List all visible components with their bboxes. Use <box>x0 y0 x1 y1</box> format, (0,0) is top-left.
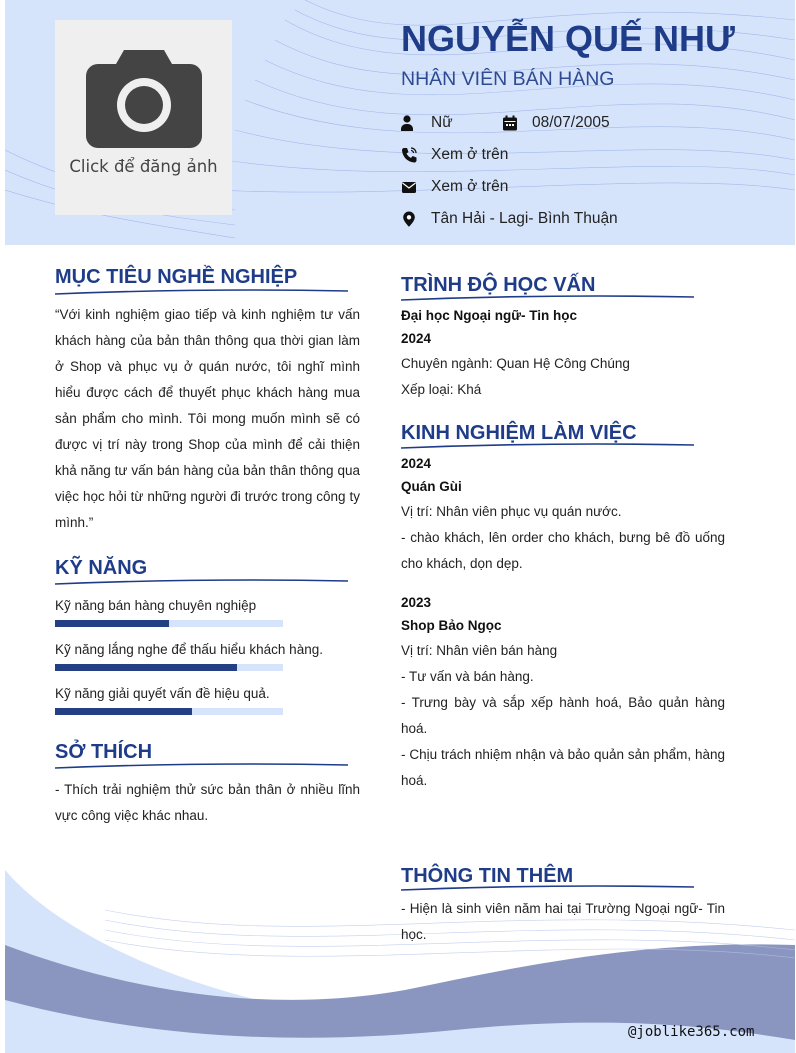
experience-underline <box>401 442 696 450</box>
extra-title: THÔNG TIN THÊM <box>401 865 574 887</box>
job-description: - Trưng bày và sắp xếp hành hoá, Bảo quản hàng hoá. <box>401 695 725 736</box>
birthday-row <box>502 112 610 134</box>
gender-value: Nữ <box>431 114 453 131</box>
job-description: - Chịu trách nhiệm nhận và bảo quản sản phẩm, hàng hoá. <box>401 747 725 788</box>
extra-underline <box>401 884 696 892</box>
envelope-icon <box>401 179 417 195</box>
birthday-value: 08/07/2005 <box>532 114 610 131</box>
camera-icon <box>86 48 202 155</box>
job-title: NHÂN VIÊN BÁN HÀNG <box>401 68 615 90</box>
skill-label: Kỹ năng lắng nghe để thấu hiểu khách hàng. <box>55 642 323 657</box>
watermark: @joblike365.com <box>628 1024 755 1040</box>
gender-row <box>401 112 453 134</box>
skill-label: Kỹ năng giải quyết vấn đề hiệu quả. <box>55 686 270 701</box>
education-rank: Xếp loại: Khá <box>401 382 482 397</box>
skill-label: Kỹ năng bán hàng chuyên nghiệp <box>55 598 257 613</box>
education-major: Chuyên ngành: Quan Hệ Công Chúng <box>401 356 630 371</box>
hobbies-title: SỞ THÍCH <box>55 741 153 763</box>
skill-bar-fill <box>55 620 169 627</box>
school-name: Đại học Ngoại ngữ- Tin học <box>401 308 578 323</box>
photo-upload[interactable] <box>55 20 232 215</box>
address-value: Tân Hải - Lagi- Bình Thuận <box>431 210 618 227</box>
job-position: Vị trí: Nhân viên phục vụ quán nước. <box>401 504 622 519</box>
calendar-icon <box>502 115 518 131</box>
job-year: 2023 <box>401 595 432 610</box>
address-row <box>401 208 618 230</box>
skill-bar <box>55 664 283 671</box>
location-pin-icon <box>401 211 417 227</box>
job-year: 2024 <box>401 456 432 471</box>
photo-caption: Click để đăng ảnh <box>69 157 218 176</box>
skill-bar <box>55 708 283 715</box>
job-description: - Tư vấn và bán hàng. <box>401 669 534 684</box>
extra-text: - Hiện là sinh viên năm hai tại Trường Ngoại ngữ- Tin học. <box>401 901 725 942</box>
education-year: 2024 <box>401 331 432 346</box>
education-title: TRÌNH ĐỘ HỌC VẤN <box>401 274 596 296</box>
email-row <box>401 176 508 198</box>
objective-text: “Với kinh nghiệm giao tiếp và kinh nghiệm tư vấn khách hàng của bản thân thông qua thời gian làm ở Shop và phục vụ ở quán nước, tôi nghĩ mình hiểu được cách để thuyết phục khách hàng mua sản phẩm cho mình. Tôi mong muốn mình sẽ có được vị trí này trong Shop của mình để cải thiện khả năng tư vấn bán hàng của bản thân thông qua việc học hỏi từ những người đi trước trong công ty mình.” <box>55 307 360 530</box>
user-icon <box>401 115 417 131</box>
skills-title: KỸ NĂNG <box>55 557 148 579</box>
objective-underline <box>55 288 350 296</box>
candidate-name: NGUYỄN QUẾ NHƯ <box>401 18 735 59</box>
skill-bar <box>55 620 283 627</box>
objective-title: MỤC TIÊU NGHỀ NGHIỆP <box>55 266 298 288</box>
email-value: Xem ở trên <box>431 178 509 195</box>
skill-bar-fill <box>55 708 192 715</box>
job-description: - chào khách, lên order cho khách, bưng bê đồ uống cho khách, dọn dẹp. <box>401 530 725 571</box>
job-company: Quán Gùi <box>401 479 462 494</box>
skill-bar-fill <box>55 664 237 671</box>
experience-title: KINH NGHIỆM LÀM VIỆC <box>401 422 637 444</box>
hobbies-underline <box>55 762 350 770</box>
phone-icon <box>401 147 417 163</box>
hobbies-text: - Thích trải nghiệm thử sức bản thân ở nhiều lĩnh vực công việc khác nhau. <box>55 782 360 823</box>
phone-row <box>401 144 508 166</box>
skills-underline <box>55 578 350 586</box>
job-company: Shop Bảo Ngọc <box>401 618 502 633</box>
education-underline <box>401 294 696 302</box>
phone-value: Xem ở trên <box>431 146 509 163</box>
job-position: Vị trí: Nhân viên bán hàng <box>401 643 558 658</box>
